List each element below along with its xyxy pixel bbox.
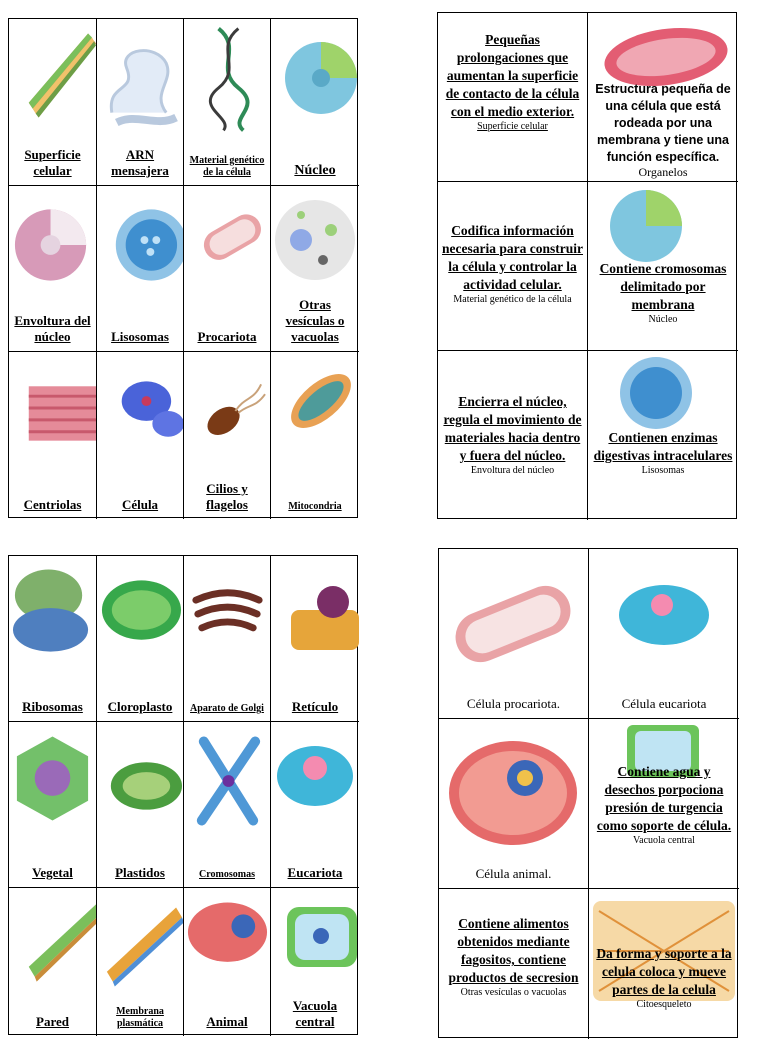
card-celula	[97, 352, 184, 519]
answer-text: Envoltura del núcleo	[470, 465, 555, 476]
card-cloroplasto	[97, 556, 184, 722]
card-label: Aparato de Golgi	[190, 703, 264, 714]
card-label: Vacuola central	[292, 998, 338, 1029]
plastid-icon	[97, 726, 183, 836]
caption-text: Célula eucariota	[621, 696, 707, 711]
plasma-membrane-icon	[97, 892, 183, 1002]
grid-organelle-vocab	[8, 18, 358, 518]
chromosome-icon	[184, 726, 270, 836]
animal-cell-icon	[184, 892, 270, 1002]
card-label: Retículo	[291, 699, 339, 714]
definition-text: Pequeñas prolongaciones que aumentan la superficie de contacto de la célula con el medio exterior.	[445, 32, 580, 119]
answer-text: Vacuola central	[633, 835, 695, 846]
definition-text: Da forma y soporte a la celula coloca y mueve partes de la celula	[596, 946, 732, 997]
card-label: Cloroplasto	[107, 699, 173, 714]
card-pared	[9, 888, 97, 1036]
card-label: Cromosomas	[199, 869, 255, 880]
card-celula-eucariota	[589, 549, 739, 719]
plant-vacuole-icon	[271, 892, 359, 1002]
card-membrana-plasmatica	[97, 888, 184, 1036]
centriole-icon	[9, 356, 96, 466]
definition-card-citoesqueleto	[589, 889, 739, 1039]
card-label: Célula	[121, 497, 159, 512]
card-label: Procariota	[197, 329, 257, 344]
card-label: Plastidos	[115, 865, 165, 880]
definition-card-nucleo	[588, 182, 738, 351]
card-vacuola-central	[271, 888, 359, 1036]
card-label: Ribosomas	[22, 699, 83, 714]
definition-card-envoltura	[438, 351, 588, 520]
golgi-icon	[184, 560, 270, 670]
plant-cell-icon	[9, 726, 96, 836]
card-otras-vesiculas	[271, 186, 359, 352]
card-eucariota	[271, 722, 359, 888]
reticulum-icon	[271, 560, 359, 670]
card-label: Otras vesículas o vacuolas	[285, 297, 345, 344]
nuclear-envelope-icon	[9, 190, 96, 300]
card-celula-procariota	[439, 549, 589, 719]
card-arn-mensajera	[97, 19, 184, 186]
mitochondria-icon	[596, 19, 736, 89]
answer-text: Organelos	[638, 165, 688, 179]
card-label: Animal	[206, 1014, 248, 1029]
card-mitocondria	[271, 352, 359, 519]
card-label: Cilios y flagelos	[206, 481, 248, 512]
cell-surface-layers-icon	[9, 23, 96, 133]
definition-text: Contiene alimentos obtenidos mediante fagositos, contiene productos de secresion	[448, 916, 579, 985]
caption-text: Célula procariota.	[466, 696, 561, 711]
ribosome-icon	[9, 560, 96, 670]
prokaryote-cell-icon	[443, 569, 583, 679]
dna-helix-icon	[184, 23, 270, 133]
card-centriolas	[9, 352, 97, 519]
eukaryote-cell-icon	[614, 579, 714, 649]
card-plastidos	[97, 722, 184, 888]
grid-organelle-vocab-2	[8, 555, 358, 1035]
lysosome-icon	[97, 190, 183, 300]
eukaryote-icon	[271, 726, 359, 836]
answer-text: Material genético de la célula	[453, 294, 572, 305]
animal-cell-icon	[443, 733, 583, 853]
card-superficie-celular	[9, 19, 97, 186]
answer-text: Núcleo	[648, 314, 678, 325]
card-label: ARN mensajera	[111, 147, 169, 178]
definition-text: Estructura pequeña de una célula que está rodeada por una membrana y tiene una función específica.	[595, 82, 731, 164]
lysosome-icon	[616, 355, 696, 431]
vesicles-icon	[271, 190, 359, 300]
card-label: Eucariota	[287, 865, 343, 880]
answer-text: Superficie celular	[477, 121, 548, 132]
card-ribosomas	[9, 556, 97, 722]
card-aparato-golgi	[184, 556, 271, 722]
definition-card-material-genetico	[438, 182, 588, 351]
card-reticulo	[271, 556, 359, 722]
card-label: Material genético de la célula	[189, 155, 265, 178]
prokaryote-icon	[184, 190, 270, 300]
answer-text: Otras vesículas o vacuolas	[460, 987, 567, 998]
mitochondria-icon	[271, 356, 359, 466]
definition-text: Encierra el núcleo, regula el movimiento de materiales hacia dentro y fuera del núcleo.	[443, 394, 582, 463]
card-label: Lisosomas	[111, 329, 169, 344]
grid-definitions-2	[438, 548, 738, 1038]
card-lisosomas	[97, 186, 184, 352]
card-label: Membrana plasmática	[116, 1006, 164, 1029]
definition-text: Contiene cromosomas delimitado por membrana	[599, 261, 727, 312]
card-label: Pared	[36, 1014, 69, 1029]
card-material-genetico	[184, 19, 271, 186]
definition-card-superficie	[438, 13, 588, 182]
nucleus-icon	[271, 23, 359, 133]
cells-icon	[97, 356, 183, 466]
card-procariota	[184, 186, 271, 352]
card-label: Mitocondria	[288, 501, 342, 512]
definition-card-lisosomas	[588, 351, 738, 520]
card-label: Núcleo	[294, 163, 336, 178]
definition-text: Contiene agua y desechos porpociona presión de turgencia como soporte de célula.	[596, 764, 732, 833]
chloroplast-icon	[97, 560, 183, 670]
card-vegetal	[9, 722, 97, 888]
card-cromosomas	[184, 722, 271, 888]
definition-text: Contienen enzimas digestivas intracelulares	[593, 430, 733, 463]
definition-card-vacuola-central	[589, 719, 739, 889]
grid-definitions-1	[437, 12, 737, 519]
caption-text: Célula animal.	[475, 866, 552, 881]
flagellated-bacterium-icon	[184, 356, 270, 466]
definition-card-otras-vesiculas	[439, 889, 589, 1039]
rna-strand-icon	[97, 23, 183, 133]
answer-text: Lisosomas	[641, 465, 685, 476]
card-label: Superficie celular	[24, 147, 81, 178]
card-animal	[184, 888, 271, 1036]
definition-text: Codifica información necesaria para construir la célula y controlar la actividad celular.	[442, 223, 583, 292]
answer-text: Citoesqueleto	[636, 999, 692, 1010]
nucleus-icon	[606, 186, 686, 266]
card-cilios-flagelos	[184, 352, 271, 519]
card-label: Centriolas	[23, 497, 82, 512]
card-label: Vegetal	[32, 865, 73, 880]
card-label: Envoltura del núcleo	[14, 313, 91, 344]
definition-card-organelos	[588, 13, 738, 182]
card-celula-animal	[439, 719, 589, 889]
card-nucleo	[271, 19, 359, 186]
card-envoltura-nucleo	[9, 186, 97, 352]
cell-wall-icon	[9, 892, 96, 1002]
